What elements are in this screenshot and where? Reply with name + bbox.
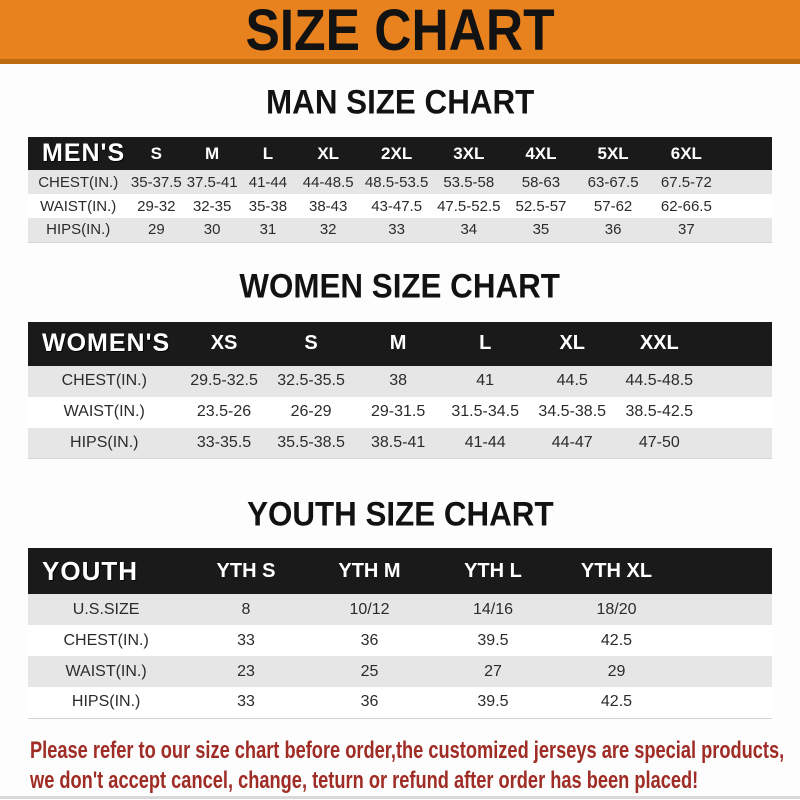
spacer-cell [724,137,772,170]
table-row [28,170,772,194]
table-cell: 47.5-52.5 [437,197,501,215]
table-header-row [28,548,772,594]
table-row [28,687,772,718]
table-group-label: YOUTH [42,555,138,586]
column-header: XXL [639,332,679,354]
banner-title: SIZE CHART [245,0,555,63]
spacer-cell [703,428,772,459]
table-cell: 23 [237,662,255,680]
table-cell: 62-66.5 [660,197,712,215]
table-cell: 33 [237,631,255,649]
men-size-table [28,137,772,243]
row-label: CHEST(IN.) [63,631,149,649]
column-header: XL [559,332,585,354]
spacer-cell [724,218,772,242]
table-row [28,428,772,459]
table-cell: 35.5-38.5 [277,433,345,451]
youth-size-chart-title-text: YOUTH SIZE CHART [246,494,554,533]
column-header: YTH XL [580,559,653,582]
table-cell: 18/20 [596,600,637,618]
table-cell: 32-35 [192,197,232,215]
table-row [28,194,772,218]
table-cell: 8 [241,600,251,618]
row-label: U.S.SIZE [72,600,140,618]
table-row [28,625,772,656]
table-cell: 38 [389,372,408,389]
spacer-cell [724,170,772,194]
table-row [28,366,772,397]
table-cell: 35-38 [248,197,288,215]
table-cell: 48.5-53.5 [364,173,429,191]
table-cell: 44-48.5 [302,173,354,191]
table-cell: 41 [476,372,495,389]
table-cell: 39.5 [477,693,509,711]
column-header: 3XL [453,143,485,163]
table-cell: 27 [484,662,502,680]
table-cell: 41-44 [464,433,506,451]
table-row [28,218,772,242]
women-size-chart-title-text: WOMEN SIZE CHART [239,265,561,305]
table-group-label: MEN'S [42,139,126,167]
table-header-row [28,137,772,170]
table-cell: 36 [360,631,379,649]
table-cell: 33-35.5 [196,433,252,451]
row-label: WAIST(IN.) [63,403,145,420]
row-label: CHEST(IN.) [61,372,147,389]
row-label: HIPS(IN.) [70,433,139,451]
table-cell: 58-63 [521,173,561,191]
table-cell: 38-43 [309,197,348,215]
man-size-chart-title [0,83,800,121]
spacer-cell [703,397,772,428]
youth-size-chart-title [0,495,800,533]
table-cell: 63-67.5 [587,173,639,191]
table-group-label: WOMEN'S [42,329,171,357]
table-cell: 43-47.5 [371,197,423,215]
spacer-cell [678,656,772,687]
column-header: 6XL [670,143,702,163]
table-cell: 29-31.5 [371,403,426,420]
table-cell: 25 [360,662,379,680]
table-cell: 31.5-34.5 [451,403,519,420]
table-cell: 44.5-48.5 [625,372,694,389]
table-cell: 33 [237,693,255,711]
table-cell: 42.5 [600,631,633,649]
table-cell: 32.5-35.5 [277,372,345,389]
disclaimer-line-1: Please refer to our size chart before order,the customized jerseys are special products, [30,736,785,764]
table-cell: 34 [460,221,478,239]
table-cell: 44-47 [551,433,593,451]
spacer-cell [678,687,772,718]
spacer-cell [703,366,772,397]
table-cell: 38.5-41 [371,433,426,451]
table-cell: 33 [388,221,405,239]
table-row [28,594,772,625]
table-cell: 29 [607,662,626,680]
table-cell: 26-29 [290,403,332,420]
column-header: S [304,332,318,354]
youth-size-table [28,548,772,719]
column-header: XS [210,332,238,354]
women-size-chart-title [0,267,800,305]
table-cell: 44.5 [556,372,588,389]
spacer-cell [678,548,772,594]
table-cell: 37.5-41 [186,173,238,191]
column-header: M [205,143,220,163]
table-row [28,656,772,687]
spacer-cell [678,594,772,625]
column-header: 2XL [381,143,413,163]
column-header: 4XL [525,143,557,163]
column-header: L [479,332,492,354]
table-cell: 41-44 [248,173,288,191]
table-cell: 37 [678,221,695,239]
spacer-cell [724,194,772,218]
spacer-cell [678,625,772,656]
table-cell: 38.5-42.5 [625,403,694,420]
table-cell: 14/16 [472,600,513,618]
table-cell: 31 [259,221,277,239]
table-cell: 34.5-38.5 [538,403,607,420]
table-cell: 29-32 [137,197,176,215]
table-cell: 29 [147,221,165,239]
table-cell: 52.5-57 [515,197,567,215]
column-header: XL [317,143,340,163]
table-cell: 36 [604,221,622,239]
size-chart-banner [0,0,800,64]
man-size-chart-title-text: MAN SIZE CHART [265,82,535,121]
table-cell: 35 [532,221,550,239]
table-header-row [28,322,772,366]
table-cell: 32 [319,221,337,239]
spacer-cell [703,322,772,366]
table-row [28,397,772,428]
column-header: L [262,143,274,163]
table-cell: 10/12 [349,600,390,618]
table-cell: 42.5 [600,693,633,711]
table-cell: 67.5-72 [660,173,712,191]
table-cell: 35-37.5 [130,173,182,191]
disclaimer-line-2: we don't accept cancel, change, teturn or refund after order has been placed! [30,766,699,794]
row-label: HIPS(IN.) [46,221,111,239]
column-header: YTH M [338,559,401,582]
row-label: CHEST(IN.) [38,173,119,191]
table-cell: 30 [203,221,221,239]
table-cell: 29.5-32.5 [190,372,258,389]
row-label: WAIST(IN.) [40,197,117,215]
bottom-divider [0,796,800,799]
row-label: HIPS(IN.) [71,693,141,711]
column-header: M [389,332,407,354]
women-size-table [28,322,772,460]
column-header: YTH L [464,559,522,582]
table-cell: 53.5-58 [443,173,495,191]
column-header: S [150,143,162,163]
table-cell: 39.5 [477,631,509,649]
table-cell: 47-50 [638,433,680,451]
table-cell: 57-62 [593,197,633,215]
column-header: YTH S [216,559,276,582]
row-label: WAIST(IN.) [65,662,147,680]
table-cell: 36 [360,693,379,711]
disclaimer-note [30,736,798,796]
table-cell: 23.5-26 [196,403,252,420]
column-header: 5XL [597,143,629,163]
